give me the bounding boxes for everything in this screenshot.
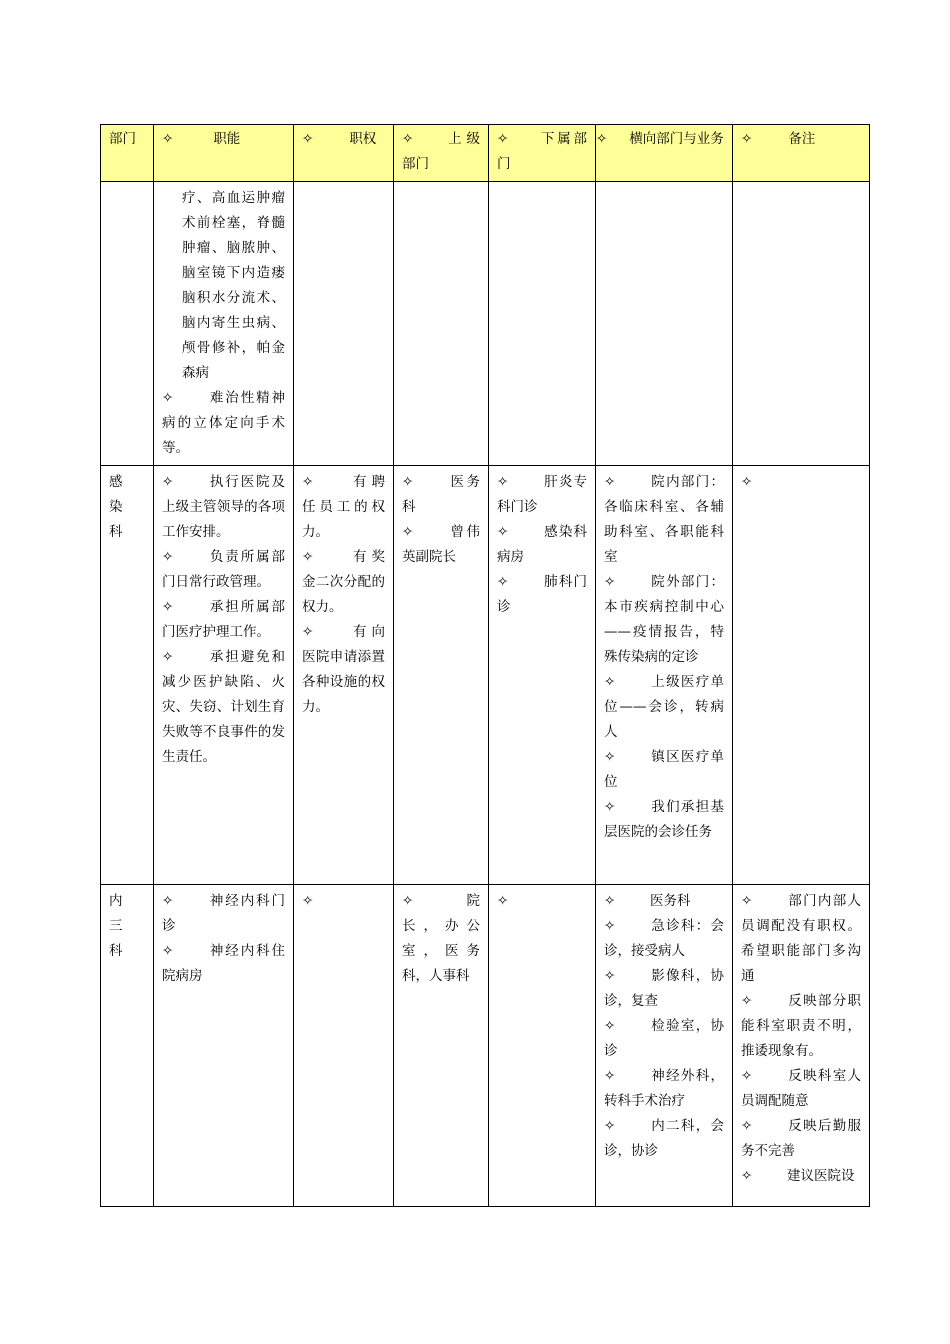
diamond-bullet-icon: ✧ (604, 674, 616, 690)
cell-auth (294, 182, 394, 466)
diamond-bullet-icon: ✧ (162, 549, 174, 565)
cell-superior (394, 182, 489, 466)
func-item: ✧ 难治性精神病的立体定向手术等。 (162, 386, 285, 461)
header-dept: 部门 (101, 125, 154, 182)
diamond-bullet-icon: ✧ (741, 1168, 753, 1184)
diamond-bullet-icon: ✧ (604, 893, 616, 909)
department-duty-table (100, 124, 870, 1207)
diamond-bullet-icon: ✧ (302, 624, 314, 640)
header-lateral: ✧ 横向部门与业务 (596, 125, 733, 182)
list-item: ✧ 有向医院申请添置各种设施的权力。 (302, 620, 385, 720)
diamond-bullet-icon: ✧ (604, 1068, 616, 1084)
func-continuation: 疗、高血运肿瘤术前栓塞，脊髓肿瘤、脑脓肿、脑室镜下内造瘘脑积水分流术、脑内寄生虫病、颅骨修补，帕金森病 (182, 190, 285, 381)
header-remark: ✧ 备注 (733, 125, 870, 182)
diamond-bullet-icon: ✧ (741, 131, 753, 147)
list-item: ✧ 肺科门诊 (497, 570, 587, 620)
list-item: ✧ 院内部门：各临床科室、各辅助科室、各职能科室 (604, 470, 724, 570)
list-item: ✧ 内二科，会诊，协诊 (604, 1114, 724, 1164)
cell-lateral (596, 466, 733, 885)
diamond-bullet-icon: ✧ (302, 474, 314, 490)
list-item: ✧ 执行医院及上级主管领导的各项工作安排。 (162, 470, 285, 545)
cell-dept (101, 182, 154, 466)
list-item: ✧ 感染科病房 (497, 520, 587, 570)
header-func: ✧ 职能 (154, 125, 294, 182)
cell-func (154, 466, 294, 885)
table-row (101, 885, 870, 1207)
diamond-bullet-icon: ✧ (741, 993, 753, 1009)
cell-superior (394, 466, 489, 885)
diamond-bullet-icon: ✧ (302, 131, 314, 147)
diamond-bullet-icon: ✧ (497, 893, 509, 909)
cell-sub (489, 182, 596, 466)
diamond-bullet-icon: ✧ (302, 549, 314, 565)
cell-lateral (596, 182, 733, 466)
list-item: ✧ 部门内部人员调配没有职权。希望职能部门多沟通 (741, 889, 861, 989)
list-item: ✧ 上级医疗单位——会诊，转病人 (604, 670, 724, 745)
diamond-bullet-icon: ✧ (604, 1118, 616, 1134)
list-item: ✧ 反映后勤服务不完善 (741, 1114, 861, 1164)
cell-sub (489, 885, 596, 1207)
list-item: ✧ 神经内科住院病房 (162, 939, 285, 989)
diamond-bullet-icon: ✧ (497, 524, 509, 540)
list-item: ✧ 承担避免和减少医护缺陷、火灾、失窃、计划生育失败等不良事件的发生责任。 (162, 645, 285, 770)
list-item: ✧ 检验室，协诊 (604, 1014, 724, 1064)
cell-remark (733, 466, 870, 885)
diamond-bullet-icon: ✧ (402, 524, 414, 540)
diamond-bullet-icon: ✧ (741, 474, 753, 490)
cell-auth (294, 466, 394, 885)
cell-func (154, 182, 294, 466)
cell-remark (733, 182, 870, 466)
cell-remark (733, 885, 870, 1207)
diamond-bullet-icon: ✧ (302, 893, 314, 909)
table-header-row (101, 125, 870, 182)
diamond-bullet-icon: ✧ (162, 893, 174, 909)
list-item: ✧ 曾伟英副院长 (402, 520, 480, 570)
diamond-bullet-icon: ✧ (604, 1018, 616, 1034)
cell-lateral (596, 885, 733, 1207)
diamond-bullet-icon: ✧ (604, 799, 616, 815)
cell-dept: 内三科 (101, 885, 154, 1207)
list-item: ✧ 医务科 (604, 889, 724, 914)
list-item: ✧ 肝炎专科门诊 (497, 470, 587, 520)
diamond-bullet-icon: ✧ (497, 474, 509, 490)
diamond-bullet-icon: ✧ (741, 1118, 753, 1134)
list-item: ✧ 反映部分职能科室职责不明，推诿现象有。 (741, 989, 861, 1064)
diamond-bullet-icon: ✧ (596, 131, 608, 147)
list-item: ✧ 急诊科：会诊，接受病人 (604, 914, 724, 964)
list-item: ✧ 医务科 (402, 470, 480, 520)
diamond-bullet-icon: ✧ (497, 131, 509, 147)
table-row (101, 466, 870, 885)
diamond-bullet-icon: ✧ (162, 474, 174, 490)
list-item: ✧ 院长，办公室，医务科，人事科 (402, 889, 480, 989)
header-auth: ✧ 职权 (294, 125, 394, 182)
list-item: ✧ 有聘任员工的权力。 (302, 470, 385, 545)
diamond-bullet-icon: ✧ (604, 574, 616, 590)
diamond-bullet-icon: ✧ (402, 893, 414, 909)
table-row (101, 182, 870, 466)
diamond-bullet-icon: ✧ (402, 131, 414, 147)
cell-func (154, 885, 294, 1207)
cell-auth (294, 885, 394, 1207)
diamond-bullet-icon: ✧ (162, 599, 174, 615)
diamond-bullet-icon: ✧ (604, 749, 616, 765)
list-item: ✧ 有奖金二次分配的权力。 (302, 545, 385, 620)
cell-dept: 感染科 (101, 466, 154, 885)
diamond-bullet-icon: ✧ (162, 131, 174, 147)
diamond-bullet-icon: ✧ (162, 649, 174, 665)
list-item: ✧ 反映科室人员调配随意 (741, 1064, 861, 1114)
diamond-bullet-icon: ✧ (604, 968, 616, 984)
list-item: ✧ 神经外科，转科手术治疗 (604, 1064, 724, 1114)
list-item: ✧ 影像科，协诊，复查 (604, 964, 724, 1014)
diamond-bullet-icon: ✧ (741, 1068, 753, 1084)
diamond-bullet-icon: ✧ (741, 893, 753, 909)
list-item: ✧ 镇区医疗单位 (604, 745, 724, 795)
diamond-bullet-icon: ✧ (402, 474, 414, 490)
list-item: ✧ 建议医院设 (741, 1164, 861, 1189)
list-item: ✧ 神经内科门诊 (162, 889, 285, 939)
diamond-bullet-icon: ✧ (604, 918, 616, 934)
list-item: ✧ 我们承担基层医院的会诊任务 (604, 795, 724, 845)
diamond-bullet-icon: ✧ (162, 943, 174, 959)
cell-superior (394, 885, 489, 1207)
list-item: ✧ 承担所属部门医疗护理工作。 (162, 595, 285, 645)
diamond-bullet-icon: ✧ (162, 390, 174, 406)
header-superior: ✧ 上级部门 (394, 125, 489, 182)
list-item: ✧ 院外部门：本市疾病控制中心——疫情报告，特殊传染病的定诊 (604, 570, 724, 670)
list-item: ✧ 负责所属部门日常行政管理。 (162, 545, 285, 595)
cell-sub (489, 466, 596, 885)
diamond-bullet-icon: ✧ (604, 474, 616, 490)
header-sub: ✧ 下属部门 (489, 125, 596, 182)
diamond-bullet-icon: ✧ (497, 574, 509, 590)
